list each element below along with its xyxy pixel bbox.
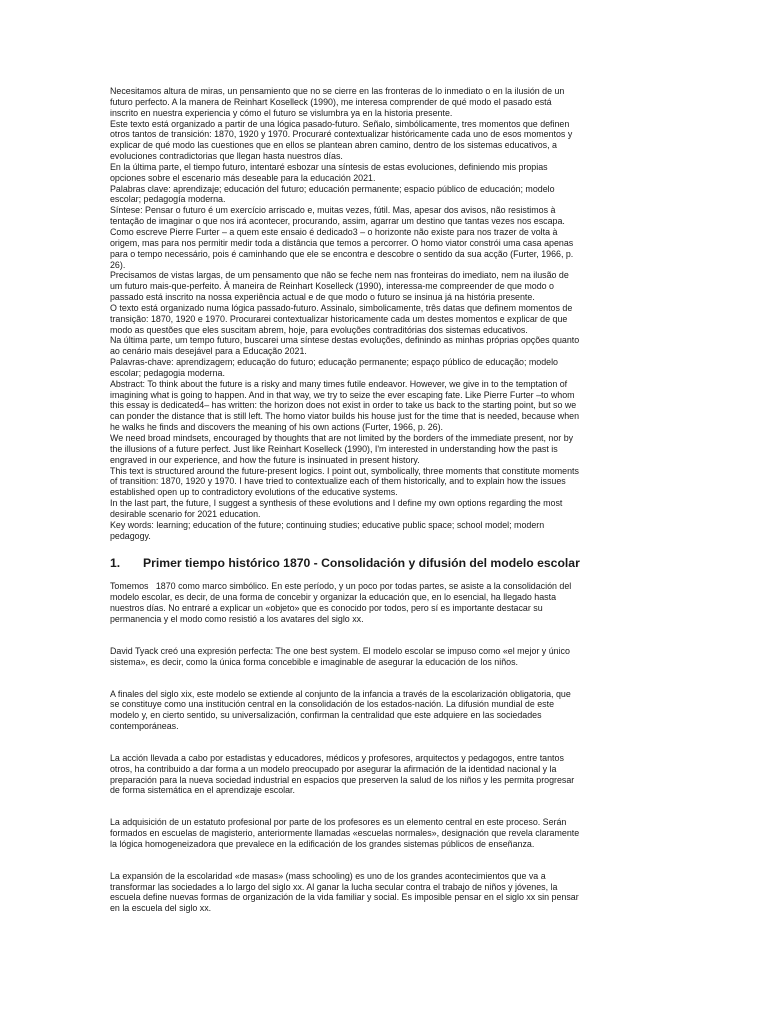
section-body	[110, 581, 658, 914]
keywords-es: Palabras clave: aprendizaje; educación del futuro; educación permanente; espacio público de educación; modelo escolar; pedagogía moderna.	[110, 183, 555, 205]
keywords-pt: Palavras-chave: aprendizagem; educação do futuro; educação permanente; espaço público de educação; modelo escolar; pedagogia moderna.	[110, 357, 558, 378]
paragraph-es-last-part: En la última parte, el tiempo futuro, intentaré esbozar una síntesis de estas evoluciones, definiendo mis propias opciones sobre el escenario más deseable para la educación 2021.	[110, 161, 548, 183]
body-paragraph: La adquisición de un estatuto profesional por parte de los profesores es un elemento central en este proceso. Serán formados en escuelas de magisterio, anteriormente llamadas «escuelas normales», designación que revela claramente la lógica homogeneizadora que prevalece en la edificación de los grandes sistemas públicos de enseñanza.	[110, 817, 580, 849]
paragraph-pt-intro: Precisamos de vistas largas, de um pensamento que não se feche nem nas fronteiras do imediato, nem na ilusão de um futuro mais-que-perfeito. À maneira de Reinhart Koselleck (1990), interessa-me compreender de que modo o passado está inscrito na nossa experiência actual e de que modo o futuro se insinua já na história presente.	[110, 270, 569, 303]
section-title: Primer tiempo histórico 1870 - Consolidación y difusión del modelo escolar	[143, 556, 580, 571]
body-paragraph: La acción llevada a cabo por estadistas y educadores, médicos y profesores, arquitectos y pedagogos, entre tantos otros, ha contribuido a dar forma a un modelo preocupado por asegurar la afirmación de la identidad nacional y la preparación para la nueva sociedad industrial en espacios que preserven la salud de los niños y les permita progresar de forma sistemática en el aprendizaje escolar.	[110, 752, 575, 796]
document-page	[110, 86, 658, 935]
body-paragraph: La expansión de la escolaridad «de masas» (mass schooling) es uno de los grandes acontecimientos que va a transformar las sociedades a lo largo del siglo xx. Al ganar la lucha secular contra el trabajo de niños y jóvenes, la escuela define nuevas formas de organización de la vida familiar y social. Es imposible pensar en el siglo xx sin pensar en la escuela del siglo xx.	[110, 870, 579, 914]
paragraph-es-intro: Necesitamos altura de miras, un pensamiento que no se cierre en las fronteras de lo inmediato o en la ilusión de un futuro perfecto. A la manera de Reinhart Koselleck (1990), me interesa comprender de qué modo el pasado está inscrito en nuestra experiencia y cómo el futuro se vislumbra ya en la historia presente.	[110, 86, 565, 118]
body-paragraph: David Tyack creó una expresión perfecta: The one best system. El modelo escolar se impuso como «el mejor y único sistema», es decir, como la única forma concebible e imaginable de asegurar la educación de los niños.	[110, 645, 570, 667]
paragraph-en-last-part: In the last part, the future, I suggest a synthesis of these evolutions and I define my own options regarding the most desirable scenario for 2021 education.	[110, 498, 563, 519]
keywords-en: Key words: learning; education of the future; continuing studies; educative public space; school model; modern pedagogy.	[110, 519, 545, 541]
body-paragraph: Tomemos 1870 como marco simbólico. En este período, y un poco por todas partes, se asiste a la consolidación del modelo escolar, es decir, de una forma de concebir y organizar la educación que, en lo esencial, ha llegado hasta nuestros días. No entraré a explicar un «objeto» que es conocido por todos, pero sí es importante destacar su permanencia y el modo como resistió a los avatares del siglo xx.	[110, 581, 572, 624]
body-paragraph: A finales del siglo xix, este modelo se extiende al conjunto de la infancia a través de la escolarización obligatoria, que se constituye como una institución central en la consolidación de los estados-nación. La difusión mundial de este modelo y, en cierto sentido, su universalización, confirman la centralidad que este adquiere en las sociedades contemporáneas.	[110, 688, 571, 732]
synthesis-pt: Síntese: Pensar o futuro é um exercício arriscado e, muitas vezes, fútil. Mas, apesar dos avisos, não resistimos à tentação de imaginar o que nos irá acontecer, procurando, assim, agarrar um destino que tantas vezes nos escapa. Como escreve Pierre Furter – a quem este ensaio é dedicado3 – o horizonte não existe para nos trazer de volta à origem, mas para nos permitir medir toda a distância que temos a percorrer. O homo viator constrói uma casa apenas para o tempo necessário, pois é caminhando que ele se encontra e descobre o sentido da sua acção (Furter, 1966, p. 26).	[110, 205, 574, 270]
abstract-en: Abstract: To think about the future is a risky and many times futile endeavor. However, we give in to the temptation of imagining what is going to happen. And in that way, we try to seize the ever escaping fate. Like Pierre Furter –to whom this essay is dedicated4– has written: the horizon does not exist in order to take us back to the starting point, but so we can ponder the distance that is still left. The homo viator builds his house just for the time that is needed, because when he walks he finds and discovers the meaning of his own actions (Furter, 1966, p. 26).	[110, 378, 580, 433]
paragraph-es-structure: Este texto está organizado a partir de una lógica pasado-futuro. Señalo, simbólicamente, tres momentos que definen otros tantos de transición: 1870, 1920 y 1970. Procuraré contextualizar históricamente cada uno de esos momentos y explicar de qué modo las cuestiones que en ellos se plantean abren camino, dentro de los sistemas educativos, a evoluciones contradictorias que llegan hasta nuestros días.	[110, 118, 573, 162]
front-matter	[110, 86, 658, 541]
paragraph-en-intro: We need broad mindsets, encouraged by thoughts that are not limited by the borders of the immediate present, nor by the illusions of a future perfect. Just like Reinhart Koselleck (1990), I'm interested in understanding how the past is engraved in our experience, and how the future is insinuated in present history.	[110, 433, 574, 465]
paragraph-pt-structure: O texto está organizado numa lógica passado-futuro. Assinalo, simbolicamente, três datas que definem momentos de transição: 1870, 1920 e 1970. Procurarei contextualizar historicamente cada um destes momentos e explicar de que modo as questões que eles suscitam abrem, hoje, para evoluções contraditórias dos sistemas educativos.	[110, 302, 573, 335]
paragraph-pt-last-part: Na última parte, um tempo futuro, buscarei uma síntese destas evoluções, definindo as minhas próprias opções quanto ao cenário mais desejável para a Educação 2021.	[110, 335, 580, 357]
section-number: 1.	[110, 556, 121, 571]
section-heading	[110, 555, 658, 571]
paragraph-en-structure: This text is structured around the future-present logics. I point out, symbolically, three moments that constitute moments of transition: 1870, 1920 y 1970. I have tried to contextualize each of them historically, and to explain how the issues established open up to contradictory evolutions of the educative systems.	[110, 465, 579, 498]
